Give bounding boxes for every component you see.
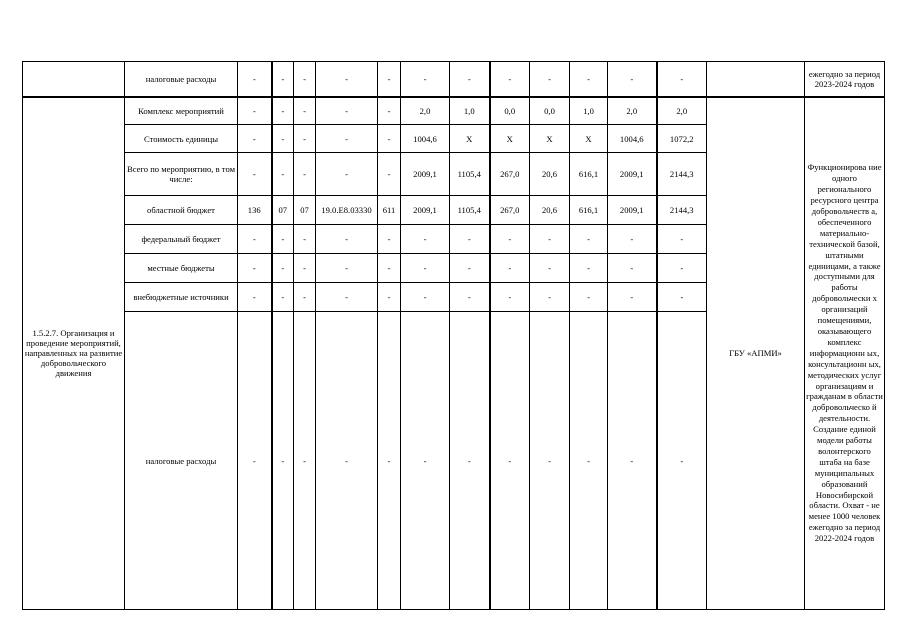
row-label: внебюджетные источники — [125, 283, 238, 312]
value-cell: - — [294, 254, 316, 283]
value-cell: 2,0 — [657, 97, 707, 125]
value-cell: - — [570, 254, 608, 283]
value-cell: - — [608, 312, 657, 610]
value-cell: - — [450, 225, 490, 254]
value-cell: 1004,6 — [608, 125, 657, 153]
value-cell: - — [272, 97, 294, 125]
value-cell: - — [570, 225, 608, 254]
value-cell: - — [294, 125, 316, 153]
value-cell: - — [316, 225, 378, 254]
executor-name: ГБУ «АПМИ» — [707, 97, 805, 610]
value-cell: - — [657, 62, 707, 97]
value-cell: - — [490, 254, 530, 283]
value-cell: - — [490, 283, 530, 312]
row-label: налоговые расходы — [125, 62, 238, 97]
value-cell: 2,0 — [608, 97, 657, 125]
activity-cell-top — [23, 62, 125, 97]
value-cell: - — [294, 283, 316, 312]
value-cell: - — [238, 225, 272, 254]
value-cell: - — [530, 312, 570, 610]
value-cell: 1,0 — [450, 97, 490, 125]
value-cell: - — [378, 153, 401, 196]
value-cell: - — [401, 312, 450, 610]
value-cell: - — [316, 97, 378, 125]
value-cell: - — [378, 125, 401, 153]
value-cell: - — [272, 225, 294, 254]
value-cell: 616,1 — [570, 196, 608, 225]
value-cell: - — [450, 312, 490, 610]
value-cell: - — [378, 97, 401, 125]
row-label: Стоимость единицы — [125, 125, 238, 153]
value-cell: - — [490, 225, 530, 254]
value-cell: - — [401, 62, 450, 97]
value-cell: - — [238, 254, 272, 283]
value-cell: - — [294, 62, 316, 97]
value-cell: - — [378, 312, 401, 610]
value-cell: 2144,3 — [657, 196, 707, 225]
value-cell: - — [294, 225, 316, 254]
value-cell: - — [490, 62, 530, 97]
value-cell: - — [272, 312, 294, 610]
value-cell: - — [238, 62, 272, 97]
value-cell: - — [530, 225, 570, 254]
value-cell: - — [378, 283, 401, 312]
value-cell: - — [238, 97, 272, 125]
value-cell: - — [608, 225, 657, 254]
value-cell: - — [316, 62, 378, 97]
value-cell: 616,1 — [570, 153, 608, 196]
value-cell: - — [570, 62, 608, 97]
budget-table — [22, 61, 885, 610]
value-cell: - — [378, 62, 401, 97]
value-cell: - — [401, 283, 450, 312]
value-cell: 1004,6 — [401, 125, 450, 153]
value-cell: X — [450, 125, 490, 153]
value-cell: 136 — [238, 196, 272, 225]
value-cell: - — [378, 254, 401, 283]
value-cell: 2009,1 — [401, 153, 450, 196]
value-cell: - — [530, 283, 570, 312]
value-cell: 1072,2 — [657, 125, 707, 153]
value-cell: 1,0 — [570, 97, 608, 125]
value-cell: 2009,1 — [401, 196, 450, 225]
value-cell: - — [378, 225, 401, 254]
value-cell: - — [608, 283, 657, 312]
value-cell: - — [570, 312, 608, 610]
value-cell: 2009,1 — [608, 196, 657, 225]
value-cell: - — [316, 125, 378, 153]
expected-result: Функционирова ние одного регионального ресурсного центра добровольчеств а, обеспеченного материально-технической базой, штатными единицами, а также доступными для работы добровольчески х организаций помещениями, оказывающего комплекс информационн ых, консультационн ых, методических услуг организациям и гражданам в области добровольческо й деятельности. Создание единой модели работы волонтерского штаба на базе муниципальных образований Новосибирской области. Охват - не менее 1000 человек ежегодно за период 2022-2024 годов — [805, 97, 885, 610]
value-cell: - — [294, 97, 316, 125]
value-cell: - — [316, 153, 378, 196]
row-label: Комплекс мероприятий — [125, 97, 238, 125]
row-label: федеральный бюджет — [125, 225, 238, 254]
value-cell: 2144,3 — [657, 153, 707, 196]
executor-cell-top — [707, 62, 805, 97]
value-cell: 2009,1 — [608, 153, 657, 196]
value-cell: 0,0 — [530, 97, 570, 125]
value-cell: 0,0 — [490, 97, 530, 125]
value-cell: - — [530, 62, 570, 97]
value-cell: 19.0.E8.03330 — [316, 196, 378, 225]
table-row-top-tax — [23, 62, 885, 97]
activity-name: 1.5.2.7. Организация и проведение мероприятий, направленных на развитие добровольческого движения — [23, 97, 125, 610]
value-cell: 20,6 — [530, 196, 570, 225]
value-cell: X — [570, 125, 608, 153]
value-cell: - — [316, 283, 378, 312]
value-cell: X — [490, 125, 530, 153]
value-cell: 1105,4 — [450, 196, 490, 225]
value-cell: - — [272, 283, 294, 312]
value-cell: - — [294, 312, 316, 610]
value-cell: 267,0 — [490, 153, 530, 196]
row-label: областной бюджет — [125, 196, 238, 225]
value-cell: - — [272, 153, 294, 196]
value-cell: 20,6 — [530, 153, 570, 196]
value-cell: - — [657, 254, 707, 283]
value-cell: - — [238, 283, 272, 312]
value-cell: - — [657, 225, 707, 254]
value-cell: - — [401, 225, 450, 254]
value-cell: - — [316, 312, 378, 610]
value-cell: - — [657, 312, 707, 610]
row-label: налоговые расходы — [125, 312, 238, 610]
value-cell: - — [608, 254, 657, 283]
row-label: местные бюджеты — [125, 254, 238, 283]
value-cell: - — [238, 312, 272, 610]
value-cell: 2,0 — [401, 97, 450, 125]
value-cell: 267,0 — [490, 196, 530, 225]
value-cell: 07 — [294, 196, 316, 225]
value-cell: 1105,4 — [450, 153, 490, 196]
result-note: ежегодно за период 2023-2024 годов — [805, 62, 885, 97]
value-cell: - — [450, 283, 490, 312]
value-cell: - — [490, 312, 530, 610]
value-cell: 611 — [378, 196, 401, 225]
value-cell: 07 — [272, 196, 294, 225]
value-cell: X — [530, 125, 570, 153]
value-cell: - — [570, 283, 608, 312]
value-cell: - — [294, 153, 316, 196]
value-cell: - — [450, 254, 490, 283]
value-cell: - — [238, 153, 272, 196]
value-cell: - — [272, 125, 294, 153]
value-cell: - — [316, 254, 378, 283]
value-cell: - — [530, 254, 570, 283]
value-cell: - — [272, 254, 294, 283]
row-label: Всего по мероприятию, в том числе: — [125, 153, 238, 196]
value-cell: - — [238, 125, 272, 153]
table-row — [23, 97, 885, 125]
value-cell: - — [450, 62, 490, 97]
value-cell: - — [608, 62, 657, 97]
value-cell: - — [657, 283, 707, 312]
value-cell: - — [401, 254, 450, 283]
value-cell: - — [272, 62, 294, 97]
